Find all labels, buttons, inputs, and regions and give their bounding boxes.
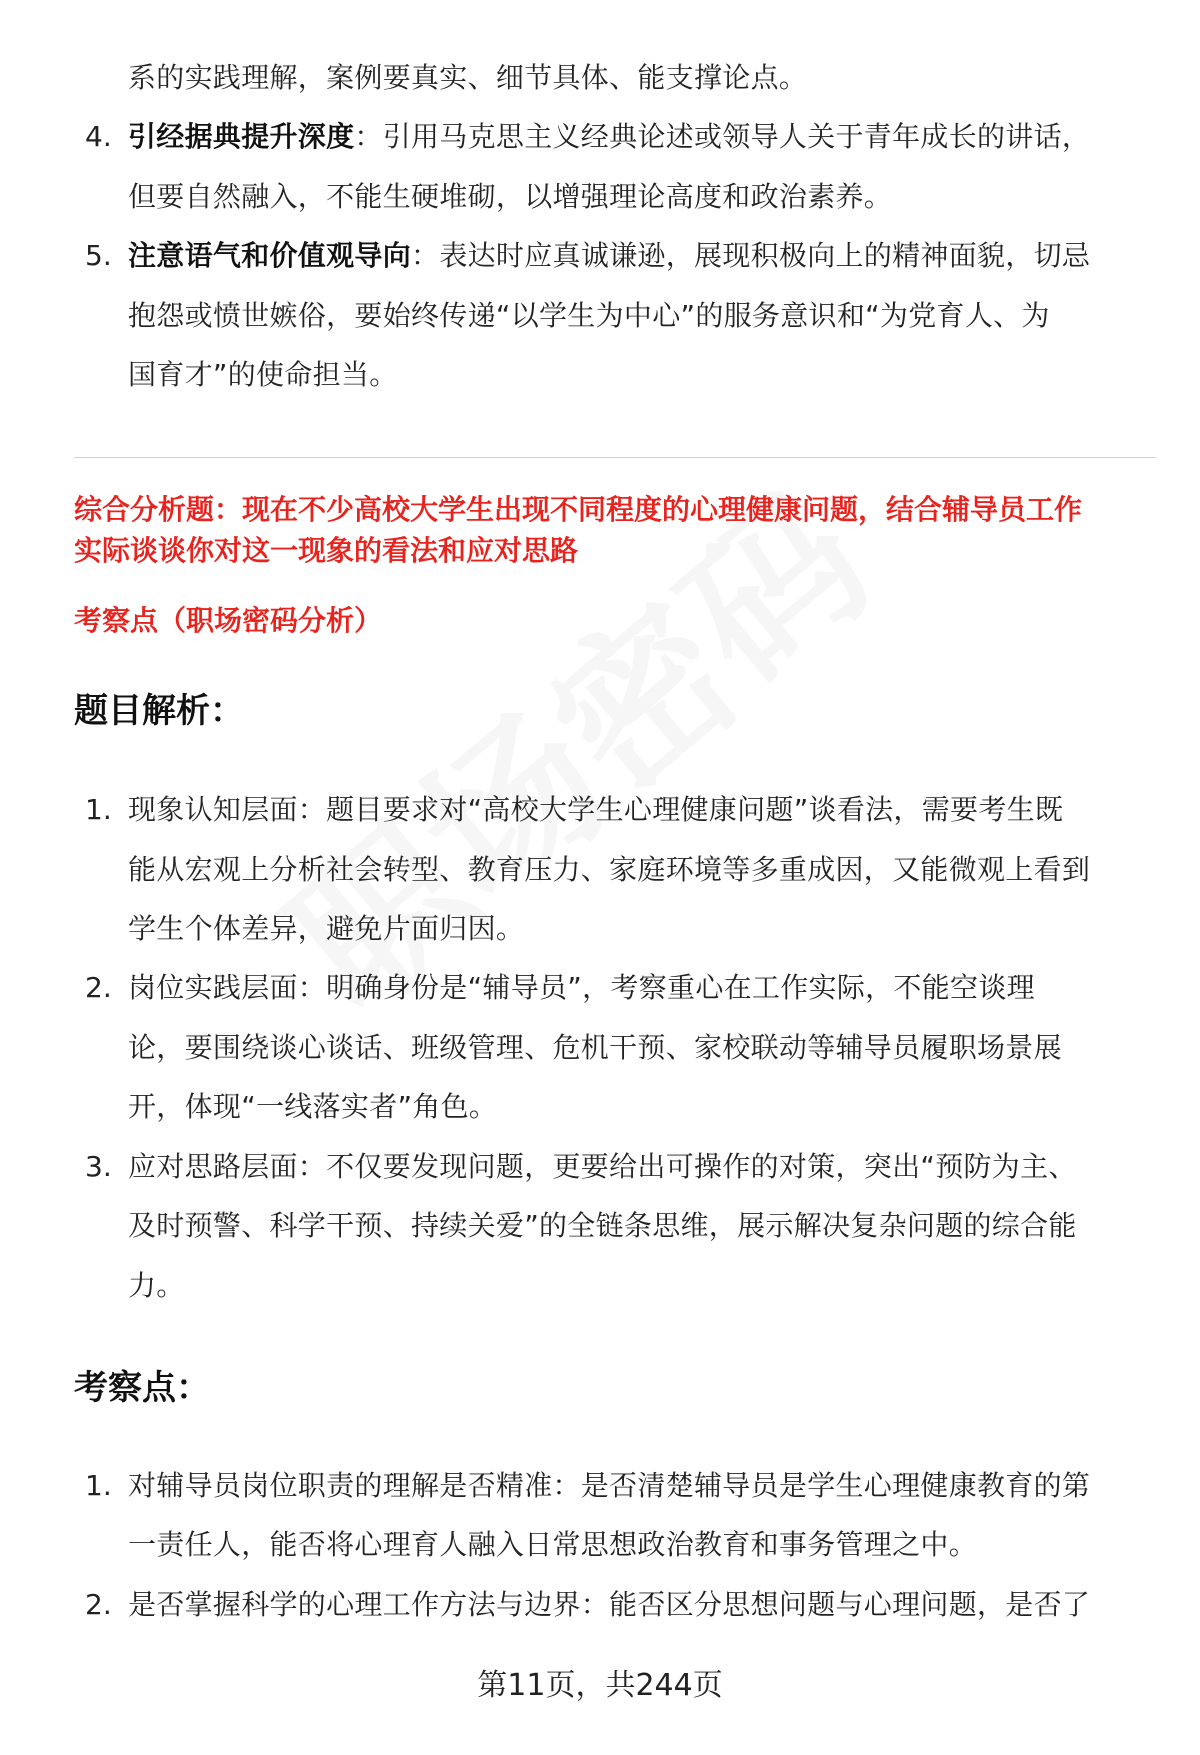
- section-divider: [74, 457, 1156, 458]
- list-item-5-text: ：表达时应真诚谦逊，展现积极向上的精神面貌，切忌: [411, 239, 1091, 272]
- page-footer: 第11页，共244页: [477, 1668, 723, 1703]
- list-item-5-bold: 注意语气和价值观导向: [128, 239, 412, 272]
- list-number: 4.: [85, 120, 112, 153]
- question-title-line-2: 实际谈谈你对这一现象的看法和应对思路: [74, 534, 579, 567]
- points-item-1-line-2: 一责任人，能否将心理育人融入日常思想政治教育和事务管理之中。: [128, 1528, 978, 1561]
- analysis-heading: 题目解析：: [74, 691, 244, 731]
- list-item-5-line-2: 抱怨或愤世嫉俗，要始终传递“以学生为中心”的服务意识和“为党育人、为: [128, 299, 1050, 332]
- list-item-4-line-1: [128, 117, 1090, 157]
- list-item-5-line-3: 国育才”的使命担当。: [128, 358, 398, 391]
- points-heading: 考察点：: [74, 1368, 210, 1408]
- continuation-line: 系的实践理解，案例要真实、细节具体、能支撑论点。: [128, 61, 808, 94]
- question-title-line-1: 综合分析题：现在不少高校大学生出现不同程度的心理健康问题，结合辅导员工作: [74, 493, 1083, 526]
- list-number: 5.: [85, 239, 112, 272]
- list-item-4-bold: 引经据典提升深度: [128, 120, 355, 153]
- question-points-label: 考察点（职场密码分析）: [74, 604, 383, 637]
- points-item-1-line-1: 对辅导员岗位职责的理解是否精准：是否清楚辅导员是学生心理健康教育的第: [128, 1469, 1091, 1502]
- analysis-item-3-line-1: 应对思路层面：不仅要发现问题，更要给出可操作的对策，突出“预防为主、: [128, 1150, 1077, 1183]
- list-number: 3.: [85, 1150, 112, 1183]
- analysis-item-3-line-2: 及时预警、科学干预、持续关爱”的全链条思维，展示解决复杂问题的综合能: [128, 1209, 1077, 1242]
- points-item-2-line-1: 是否掌握科学的心理工作方法与边界：能否区分思想问题与心理问题，是否了: [128, 1588, 1091, 1621]
- analysis-item-1-line-2: 能从宏观上分析社会转型、教育压力、家庭环境等多重成因，又能微观上看到: [128, 853, 1091, 886]
- analysis-item-3-line-3: 力。: [128, 1269, 185, 1302]
- analysis-item-2-line-1: 岗位实践层面：明确身份是“辅导员”，考察重心在工作实际，不能空谈理: [128, 971, 1035, 1004]
- list-number: 1.: [85, 793, 112, 826]
- list-item-5-line-1: [128, 236, 1090, 276]
- analysis-item-1-line-1: 现象认知层面：题目要求对“高校大学生心理健康问题”谈看法，需要考生既: [128, 793, 1064, 826]
- list-number: 2.: [85, 1588, 112, 1621]
- list-item-4-line-2: 但要自然融入，不能生硬堆砌，以增强理论高度和政治素养。: [128, 180, 893, 213]
- list-number: 1.: [85, 1469, 112, 1502]
- analysis-item-2-line-3: 开，体现“一线落实者”角色。: [128, 1090, 498, 1123]
- list-number: 2.: [85, 971, 112, 1004]
- analysis-item-1-line-3: 学生个体差异，避免片面归因。: [128, 912, 525, 945]
- list-item-4-text: ：引用马克思主义经典论述或领导人关于青年成长的讲话，: [354, 120, 1091, 153]
- analysis-item-2-line-2: 论，要围绕谈心谈话、班级管理、危机干预、家校联动等辅导员履职场景展: [128, 1031, 1062, 1064]
